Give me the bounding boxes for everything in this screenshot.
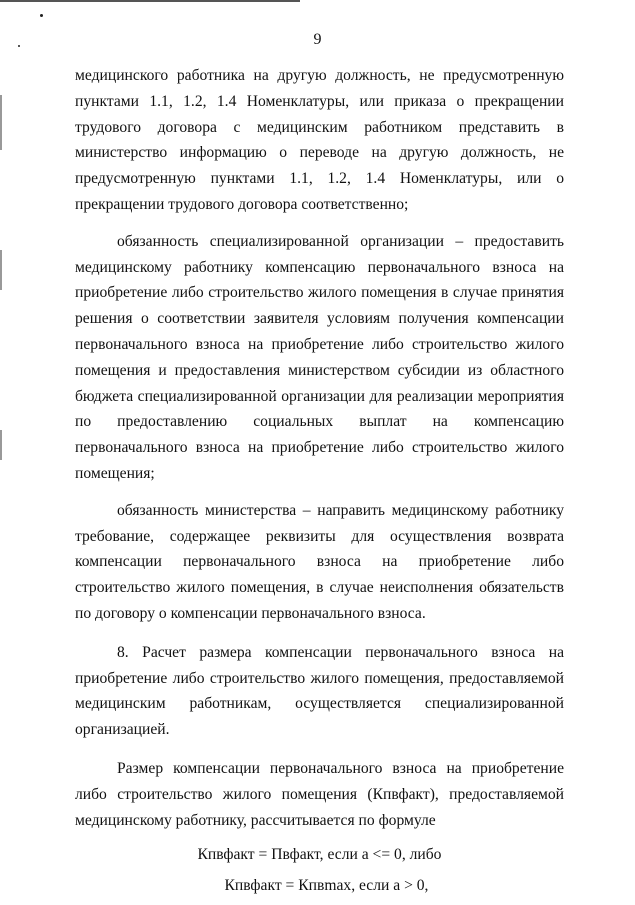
formula-line-2: Кпвфакт = Кпвmax, если a > 0, <box>224 877 429 895</box>
paragraph-continuation: медицинского работника на другую должность, не предусмотренную пунктами 1.1, 1.2, 1.4 Номенклатуры, или приказа о прекращении трудового договора с медицинским работником представить в министерство информацию о переводе на другую должность, не предусмотренную пунктами 1.1, 1.2, 1.4 Номенклатуры, или о прекращении трудового договора соответственно; <box>75 67 564 213</box>
paragraph-ministry-duty: обязанность министерства – направить медицинскому работнику требование, содержащее реквизиты для осуществления возврата компенсации первоначального взноса на приобретение либо строительство жилого помещения, в случае неисполнения обязательств по договору о компенсации первоначального взноса. <box>75 501 564 622</box>
scan-artifact-left-edge <box>0 430 2 460</box>
scan-artifact-dot <box>40 14 43 17</box>
document-body <box>75 63 564 899</box>
paragraph-compensation-size: Размер компенсации первоначального взноса на приобретение либо строительство жилого помещения (Кпвфакт), предоставляемой медицинскому работнику, рассчитывается по формуле <box>75 759 564 829</box>
scan-artifact-top-line <box>0 0 300 2</box>
paragraph-item-8: 8. Расчет размера компенсации первоначального взноса на приобретение либо строительство жилого помещения, предоставляемой медицинским работникам, осуществляется специализированной организацией. <box>75 643 564 739</box>
paragraph-specialized-organization-duty: обязанность специализированной организации – предоставить медицинскому работнику компенсацию первоначального взноса на приобретение либо строительство жилого помещения в случае принятия решения о соответствии заявителя условиям получения компенсации первоначального взноса на приобретение либо строительство жилого помещения и предоставления министерством субсидии из областного бюджета специализированной организации для реализации мероприятия по предоставлению социальных выплат на компенсацию первоначального взноса на приобретение либо строительство жилого помещения; <box>75 232 564 482</box>
scan-artifact-left-edge <box>0 95 2 150</box>
page-number: 9 <box>313 31 322 48</box>
formula-line-1: Кпвфакт = Пвфакт, если a <= 0, либо <box>197 846 442 864</box>
scan-artifact-left-edge <box>0 250 2 290</box>
